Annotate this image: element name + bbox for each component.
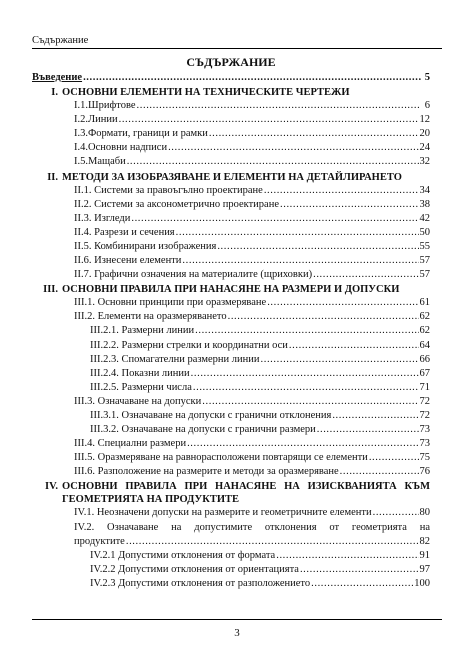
toc-entry-page: 71 [419, 381, 430, 393]
toc-entry[interactable] [32, 141, 430, 155]
toc-entry-label: I.1.Шрифтове [74, 100, 136, 112]
toc-entry[interactable] [32, 381, 430, 395]
toc-entry-page: 38 [419, 198, 430, 210]
leader-dots [187, 437, 418, 451]
toc-entry-label: III.2.4. Показни линии [90, 367, 190, 379]
leader-dots [313, 268, 418, 282]
toc-entry-label: III.2.3. Спомагателни размерни линии [90, 353, 260, 365]
section-title: ОСНОВНИ ЕЛЕМЕНТИ НА ТЕХНИЧЕСКИТЕ ЧЕРТЕЖИ [62, 87, 350, 99]
toc-entry-page: 32 [419, 156, 430, 168]
leader-dots [191, 367, 419, 381]
section-heading[interactable] [32, 86, 430, 99]
toc-entry-label: III.2.2. Размерни стрелки и координатни оси [90, 339, 288, 351]
toc-entry[interactable] [32, 226, 430, 240]
toc-entry[interactable] [32, 451, 430, 465]
leader-dots [83, 71, 421, 85]
top-rule [32, 48, 442, 49]
toc-entry-label: II.4. Разрези и сечения [74, 226, 175, 238]
toc-entry-page: 72 [419, 395, 430, 407]
toc-entry-label: I.5.Мащаби [74, 156, 126, 168]
toc-entry-label: II.3. Изгледи [74, 212, 131, 224]
leader-dots [119, 113, 419, 127]
table-of-contents [32, 55, 430, 591]
toc-entry-intro[interactable] [32, 71, 430, 85]
toc-entry-label: III.3.1. Означаване на допуски с гранични отклонения [90, 409, 332, 421]
toc-entry[interactable] [32, 395, 430, 409]
toc-entry[interactable] [32, 155, 430, 169]
toc-entry-page: 24 [419, 142, 430, 154]
toc-entry-page: 20 [419, 128, 430, 140]
leader-dots [195, 324, 418, 338]
toc-entry[interactable] [32, 127, 430, 141]
leader-dots [276, 549, 418, 563]
toc-entry-label: II.6. Изнесени елементи [74, 255, 182, 267]
leader-dots [217, 240, 418, 254]
toc-entry[interactable] [32, 549, 430, 563]
toc-entry[interactable] [32, 99, 430, 113]
leader-dots [369, 451, 419, 465]
leader-dots [137, 99, 421, 113]
leader-dots [311, 577, 413, 591]
toc-entry-label: III.4. Специални размери [74, 438, 187, 450]
toc-entry[interactable] [32, 353, 430, 367]
section-heading[interactable] [32, 171, 430, 184]
section-number: II. [47, 171, 58, 183]
toc-entry-page: 66 [419, 353, 430, 365]
leader-dots [373, 506, 419, 520]
bottom-rule [32, 619, 442, 620]
toc-entry-label: I.2.Линии [74, 114, 118, 126]
leader-dots [126, 535, 419, 549]
toc-entry-page: 61 [419, 297, 430, 309]
toc-entry-page: 50 [419, 226, 430, 238]
toc-entry-page: 6 [424, 100, 430, 112]
leader-dots [289, 339, 419, 353]
section-title: МЕТОДИ ЗА ИЗОБРАЗЯВАНЕ И ЕЛЕМЕНТИ НА ДЕТАЙЛИРАНЕТО [62, 171, 402, 183]
toc-entry-page: 67 [419, 367, 430, 379]
toc-entry[interactable] [32, 296, 430, 310]
leader-dots [209, 127, 419, 141]
section-title: ОСНОВНИ ПРАВИЛА ПРИ НАНАСЯНЕ НА РАЗМЕРИ И ДОПУСКИ [62, 284, 400, 296]
toc-entry-label: III.2.1. Размерни линии [90, 325, 195, 337]
section-number: I. [51, 87, 58, 99]
leader-dots [127, 155, 419, 169]
section-title: ОСНОВНИ ПРАВИЛА ПРИ НАНАСЯНЕ НА ИЗИСКВАНИЯТА КЪМ ГЕОМЕТРИЯТА НА ПРОДУКТИТЕ [62, 481, 430, 506]
page-number: 3 [234, 627, 240, 639]
toc-entry-page: 55 [419, 240, 430, 252]
toc-entry[interactable] [32, 113, 430, 127]
toc-entry[interactable] [32, 324, 430, 338]
toc-entry[interactable] [32, 423, 430, 437]
leader-dots [182, 254, 418, 268]
toc-entry[interactable] [32, 437, 430, 451]
toc-entry-page: 100 [414, 577, 430, 589]
toc-entry-page: 82 [419, 535, 430, 547]
toc-entry-page: 34 [419, 184, 430, 196]
toc-entry-label: III.2. Елементи на оразмеряването [74, 311, 227, 323]
toc-entry-page: 80 [419, 507, 430, 519]
toc-entry-page: 72 [419, 409, 430, 421]
section-number: III. [43, 284, 58, 296]
toc-entry[interactable] [32, 535, 430, 549]
section-number: IV. [45, 481, 58, 493]
leader-dots [264, 184, 419, 198]
toc-entry-page: 57 [419, 269, 430, 281]
toc-entry-page: 97 [419, 563, 430, 575]
leader-dots [261, 353, 419, 367]
toc-entry-label: продуктите [74, 535, 125, 547]
toc-entry[interactable] [32, 310, 430, 324]
toc-entry-label-line1: IV.2. Означаване на допустимите отклонения от геометрията на [74, 521, 430, 533]
toc-entry-label: IV.2.3 Допустими отклонения от разположението [90, 577, 311, 589]
toc-entry-label: I.4.Основни надписи [74, 142, 168, 154]
toc-entry-page: 64 [419, 339, 430, 351]
toc-entry[interactable] [32, 184, 430, 198]
toc-sections [32, 86, 430, 591]
toc-entry-page: 73 [419, 438, 430, 450]
toc-entry-page: 42 [419, 212, 430, 224]
leader-dots [332, 409, 418, 423]
toc-entry-page: 75 [419, 452, 430, 464]
leader-dots [168, 141, 418, 155]
toc-entry-label: IV.1. Неозначени допуски на размерите и геометричните елементи [74, 507, 372, 519]
toc-entry-label: III.5. Оразмеряване на равнорасположени повтарящи се елементи [74, 452, 368, 464]
leader-dots [202, 395, 418, 409]
toc-entry[interactable] [32, 577, 430, 591]
leader-dots [317, 423, 419, 437]
section-heading[interactable] [32, 480, 430, 506]
toc-entry-page: 57 [419, 255, 430, 267]
toc-entry[interactable] [32, 339, 430, 353]
leader-dots [267, 296, 418, 310]
section-heading[interactable] [32, 283, 430, 296]
toc-entry-page: 62 [419, 311, 430, 323]
leader-dots [131, 212, 418, 226]
toc-entry-page: 5 [424, 72, 430, 83]
toc-entry[interactable] [32, 212, 430, 226]
leader-dots [228, 310, 419, 324]
running-head: Съдържание [32, 35, 89, 46]
leader-dots [176, 226, 419, 240]
toc-entry-label: II.1. Системи за правоъгълно проектиране [74, 184, 263, 196]
toc-entry[interactable] [32, 409, 430, 423]
toc-entry-label: III.6. Разположение на размерите и методи за оразмеряване [74, 466, 339, 478]
toc-entry-label: III.1. Основни принципи при оразмеряване [74, 297, 267, 309]
toc-entry-label: I.3.Формати, граници и рамки [74, 128, 208, 140]
toc-entry-label: IV.2.1 Допустими отклонения от формата [90, 549, 276, 561]
toc-entry[interactable] [32, 563, 430, 577]
toc-entry-label: III.2.5. Размерни числа [90, 381, 192, 393]
toc-entry-label: IV.2.2 Допустими отклонения от ориентацията [90, 563, 299, 575]
page-title: СЪДЪРЖАНИЕ [186, 55, 276, 69]
toc-entry-label: II.2. Системи за аксонометрично проектиране [74, 198, 279, 210]
toc-entry-page: 73 [419, 424, 430, 436]
toc-entry-label: Въведение [32, 72, 83, 83]
toc-entry-label: III.3.2. Означаване на допуски с гранични размери [90, 424, 316, 436]
toc-entry[interactable] [32, 367, 430, 381]
toc-entry[interactable] [32, 198, 430, 212]
toc-entry-page: 12 [419, 114, 430, 126]
toc-entry-page: 91 [419, 549, 430, 561]
toc-entry-label: II.7. Графични означения на материалите (щриховки) [74, 269, 313, 281]
toc-entry[interactable] [32, 465, 430, 479]
leader-dots [300, 563, 419, 577]
toc-entry[interactable] [32, 268, 430, 282]
toc-entry-page: 62 [419, 325, 430, 337]
toc-entry[interactable] [32, 240, 430, 254]
toc-entry[interactable] [32, 254, 430, 268]
leader-dots [193, 381, 419, 395]
leader-dots [340, 465, 419, 479]
toc-entry[interactable] [32, 506, 430, 520]
toc-entry-page: 76 [419, 466, 430, 478]
toc-entry-label: III.3. Означаване на допуски [74, 395, 202, 407]
leader-dots [280, 198, 419, 212]
toc-entry-label: II.5. Комбинирани изображения [74, 240, 217, 252]
